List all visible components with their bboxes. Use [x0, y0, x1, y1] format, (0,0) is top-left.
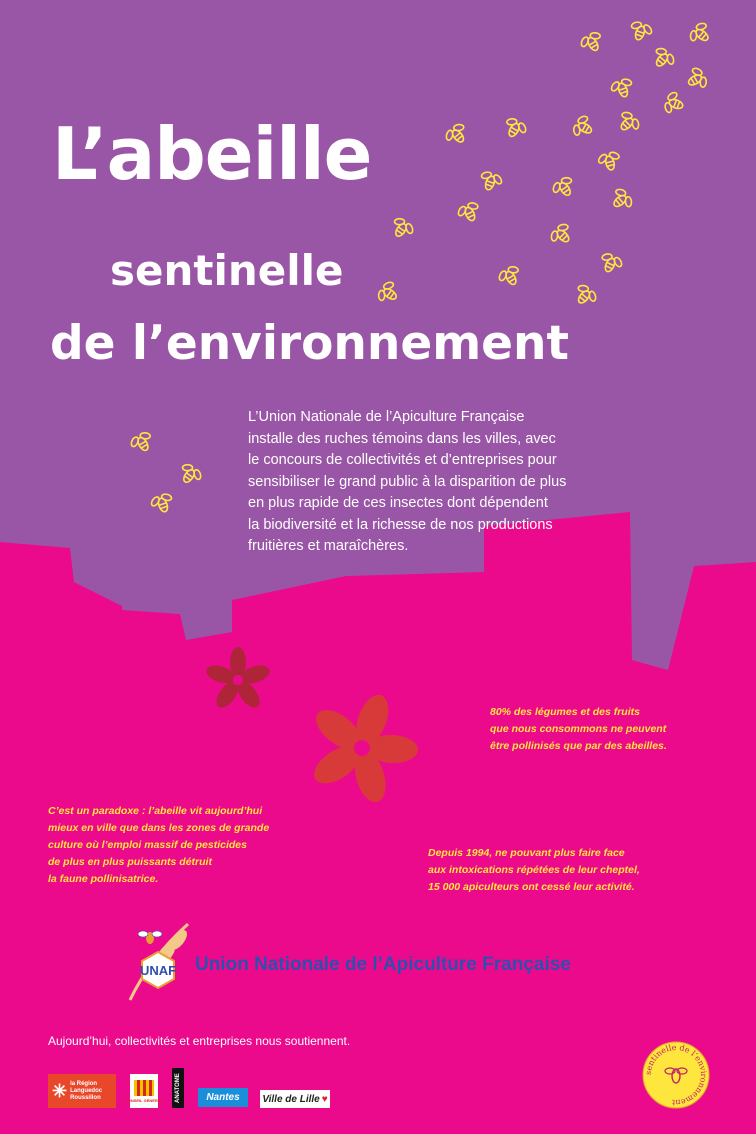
bee-icon: [387, 214, 417, 243]
fact-beekeepers: [428, 845, 640, 896]
bee-icon: [577, 28, 607, 56]
intro-line: fruitières et maraîchères.: [248, 538, 409, 554]
fact-line: 15 000 apiculteurs ont cessé leur activité.: [428, 881, 635, 893]
bee-icon: [127, 428, 157, 456]
intro-line: sensibiliser le grand public à la disparition de plus: [248, 473, 567, 490]
intro-line: L’Union Nationale de l’Apiculture Française: [248, 409, 525, 425]
fact-line: mieux en ville que dans les zones de grande: [48, 822, 270, 834]
support-text: Aujourd’hui, collectivités et entreprises nous soutiennent.: [48, 1034, 351, 1048]
bee-icon: [570, 281, 600, 310]
fact-line: 80% des légumes et des fruits: [490, 706, 640, 718]
intro-line: la biodiversité et la richesse de nos productions: [248, 516, 553, 533]
bee-icon: [495, 262, 525, 290]
bee-icon: [175, 460, 205, 489]
sun-icon: ✳: [52, 1081, 68, 1101]
fact-pollination: [490, 704, 667, 755]
fact-line: C’est un paradoxe : l’abeille vit aujourd’hui: [48, 805, 263, 817]
bee-icon: [442, 120, 472, 149]
bee-icon: [455, 199, 484, 226]
fact-line: Depuis 1994, ne pouvant plus faire face: [428, 847, 625, 859]
bee-icon: [686, 19, 715, 49]
fact-line: être pollinisés que par des abeilles.: [490, 740, 667, 752]
title-line-1: L’abeille: [52, 112, 372, 196]
partner-anatome-logo: ANATOME: [172, 1068, 184, 1108]
bee-icon: [477, 168, 505, 193]
partner-conseil-logo: [124, 1074, 164, 1108]
seal-text: sentinelle de l’environnement: [643, 1042, 709, 1108]
bee-icon: [661, 89, 686, 117]
lille-label: Ville de Lille: [262, 1093, 320, 1105]
bee-icon: [614, 108, 644, 138]
bee-icon: [374, 278, 403, 308]
flag-icon: [134, 1080, 154, 1096]
bee-icon: [547, 220, 577, 250]
bee-icon: [138, 931, 162, 944]
bee-icon: [549, 173, 579, 202]
fact-line: que nous consommons ne peuvent: [490, 723, 667, 735]
unaf-logo: [120, 918, 196, 1008]
intro-paragraph: [248, 407, 593, 558]
partner-nantes-logo: Nantes: [198, 1088, 248, 1107]
region-line: la Région: [70, 1080, 98, 1087]
bee-icon: [148, 490, 176, 515]
unaf-acronym: UNAF: [139, 963, 177, 978]
intro-line: le concours de collectivités et d’entreprises pour: [248, 452, 557, 468]
bee-icon: [683, 64, 711, 94]
conseil-label: CONSEIL GÉNÉRAL: [124, 1097, 164, 1103]
bee-icon: [627, 18, 655, 43]
intro-line: en plus rapide de ces insectes dont dépendent: [248, 495, 548, 511]
region-line: Roussillon: [70, 1094, 101, 1101]
bee-icon: [596, 250, 625, 277]
heart-icon: ♥: [321, 1093, 328, 1105]
intro-line: installe des ruches témoins dans les villes, avec: [248, 430, 556, 447]
bee-icon: [607, 185, 636, 215]
title-line-2: sentinelle: [110, 246, 344, 295]
fact-line: la faune pollinisatrice.: [48, 873, 159, 885]
sentinelle-seal: [641, 1040, 711, 1110]
fact-paradox: [48, 803, 269, 888]
partner-lille-logo: [260, 1090, 330, 1108]
bee-icon: [608, 75, 636, 100]
fact-line: culture où l’emploi massif de pesticides: [48, 839, 247, 851]
bee-icon: [500, 114, 530, 142]
title-line-3: de l’environnement: [50, 316, 569, 371]
bee-icon: [596, 149, 624, 173]
organization-name: Union Nationale de l’Apiculture Française: [195, 954, 571, 975]
fact-line: de plus en plus puissants détruit: [48, 856, 212, 868]
region-line: Languedoc: [70, 1087, 103, 1094]
bee-icon: [569, 112, 597, 142]
partner-region-logo: [48, 1074, 116, 1108]
bee-icon: [648, 44, 678, 73]
fact-line: aux intoxications répétées de leur cheptel,: [428, 864, 640, 876]
